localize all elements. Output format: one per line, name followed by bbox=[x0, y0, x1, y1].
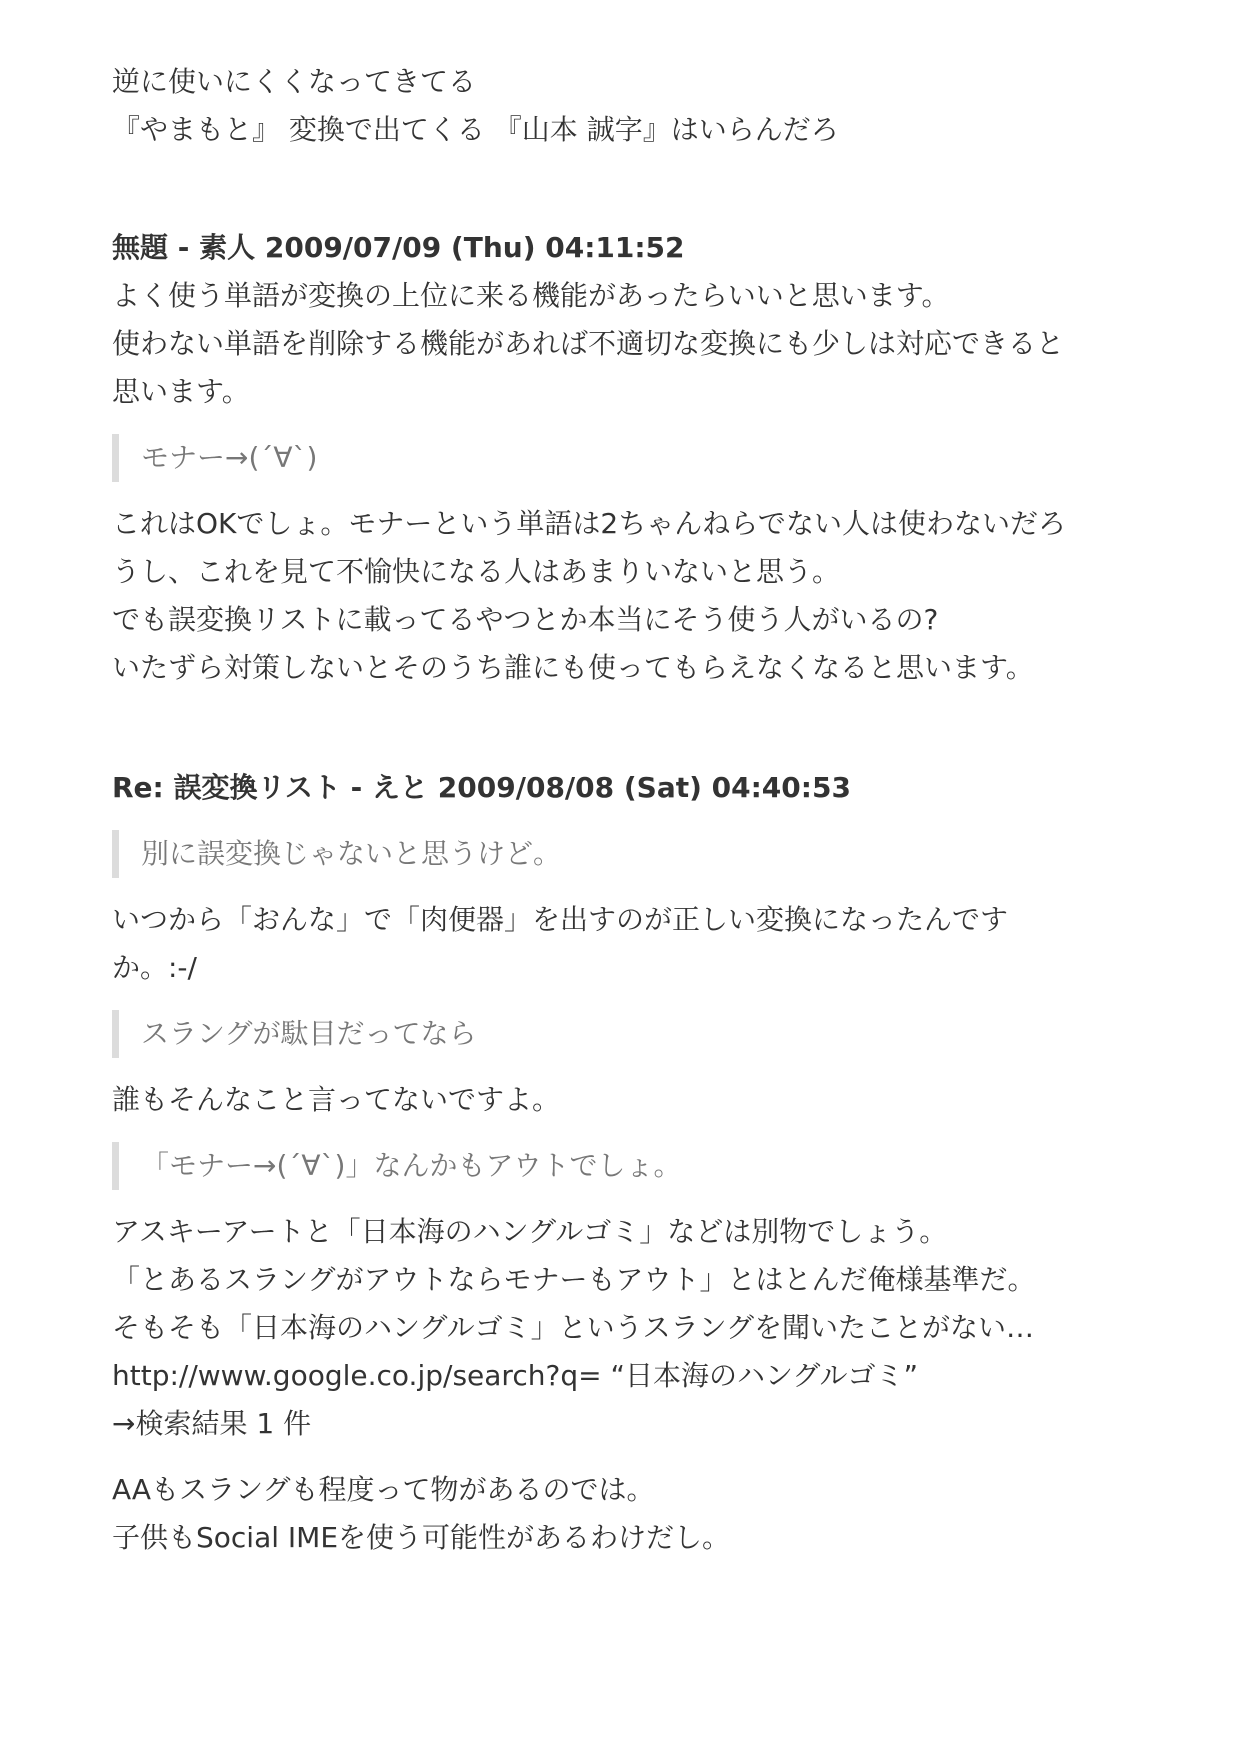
text-line: 誰もそんなこと言ってないですよ。 bbox=[112, 1083, 561, 1116]
text-line: よく使う単語が変換の上位に来る機能があったらいいと思います。 bbox=[112, 279, 950, 312]
intro-paragraph bbox=[112, 58, 1128, 154]
url-text-line: http://www.google.co.jp/search?q= “日本海のハングルゴミ” bbox=[112, 1359, 919, 1392]
text-line: いたずら対策しないとそのうち誰にも使ってもらえなくなると思います。 bbox=[112, 651, 1034, 684]
text-line: 逆に使いにくくなってきてる bbox=[112, 65, 477, 98]
blockquote: 別に誤変換じゃないと思うけど。 bbox=[112, 830, 1128, 878]
text-line: いつから「おんな」で「肉便器」を出すのが正しい変換になったんです bbox=[112, 903, 1009, 936]
text-line: 『やまもと』 変換で出てくる 『山本 誠字』はいらんだろ bbox=[112, 113, 839, 146]
text-line: うし、これを見て不愉快になる人はあまりいないと思う。 bbox=[112, 555, 841, 588]
post-paragraph bbox=[112, 896, 1128, 992]
post-heading: 無題 - 素人 2009/07/09 (Thu) 04:11:52 bbox=[112, 231, 685, 264]
post-paragraph bbox=[112, 1208, 1128, 1448]
text-line: →検索結果 1 件 bbox=[112, 1407, 312, 1440]
text-line: か。:-/ bbox=[112, 951, 197, 984]
post-heading: Re: 誤変換リスト - えと 2009/08/08 (Sat) 04:40:53 bbox=[112, 771, 851, 804]
post-paragraph bbox=[112, 1466, 1128, 1562]
text-line: そもそも「日本海のハングルゴミ」というスラングを聞いたことがない… bbox=[112, 1311, 1035, 1344]
blockquote: 「モナー→(´∀`)」なんかもアウトでしょ。 bbox=[112, 1142, 1128, 1190]
post-2 bbox=[112, 764, 1128, 1562]
text-line: 思います。 bbox=[112, 375, 250, 408]
post-paragraph bbox=[112, 500, 1128, 692]
text-line: アスキーアートと「日本海のハングルゴミ」などは別物でしょう。 bbox=[112, 1215, 948, 1248]
text-line: AAもスラングも程度って物があるのでは。 bbox=[112, 1473, 655, 1506]
blockquote: モナー→(´∀`) bbox=[112, 434, 1128, 482]
text-line: これはOKでしょ。モナーという単語は2ちゃんねらでない人は使わないだろ bbox=[112, 507, 1066, 540]
post-1 bbox=[112, 224, 1128, 692]
text-line: 子供もSocial IMEを使う可能性があるわけだし。 bbox=[112, 1521, 731, 1554]
post-paragraph bbox=[112, 272, 1128, 416]
text-line: 使わない単語を削除する機能があれば不適切な変換にも少しは対応できると bbox=[112, 327, 1065, 360]
text-line: 「とあるスラングがアウトならモナーもアウト」とはとんだ俺様基準だ。 bbox=[112, 1263, 1036, 1296]
blockquote: スラングが駄目だってなら bbox=[112, 1010, 1128, 1058]
post-paragraph bbox=[112, 1076, 1128, 1124]
text-line: でも誤変換リストに載ってるやつとか本当にそう使う人がいるの? bbox=[112, 603, 939, 636]
